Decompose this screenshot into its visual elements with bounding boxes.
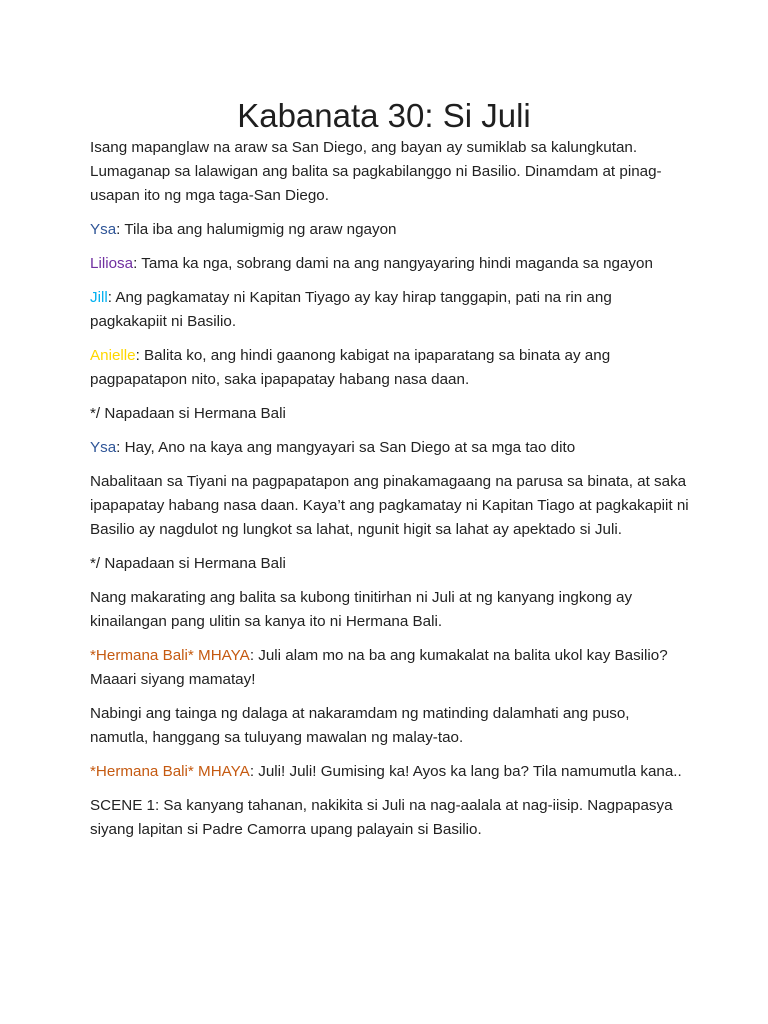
speaker-name: *Hermana Bali* MHAYA [90, 763, 250, 780]
paragraph [90, 470, 690, 542]
dialogue-line [90, 252, 690, 276]
document-body [90, 136, 690, 852]
speaker-name: *Hermana Bali* MHAYA [90, 647, 250, 664]
paragraph-text: */ Napadaan si Hermana Bali [90, 405, 286, 422]
speaker-name: Anielle [90, 347, 136, 364]
paragraph [90, 702, 690, 750]
paragraph [90, 586, 690, 634]
speaker-name: Liliosa [90, 255, 134, 272]
paragraph-text: SCENE 1: Sa kanyang tahanan, nakikita si Juli na nag-aalala at nag-iisip. Nagpapasya siyang lapitan si Padre Camorra upang palayain si Basilio. [90, 797, 673, 838]
paragraph [90, 794, 690, 842]
dialogue-text: : Hay, Ano na kaya ang mangyayari sa San Diego at sa mga tao dito [116, 439, 576, 456]
dialogue-text: : Ang pagkamatay ni Kapitan Tiyago ay kay hirap tanggapin, pati na rin ang pagkakapiit ni Basilio. [90, 289, 612, 330]
dialogue-text: : Juli! Juli! Gumising ka! Ayos ka lang ba? Tila namumutla kana.. [249, 763, 682, 780]
paragraph [90, 136, 690, 208]
stage-direction [90, 402, 690, 426]
dialogue-line [90, 436, 690, 460]
dialogue-text: : Tama ka nga, sobrang dami na ang nangyayaring hindi maganda sa ngayon [133, 255, 653, 272]
paragraph-text: Nabalitaan sa Tiyani na pagpapatapon ang pinakamagaang na parusa sa binata, at saka ipapapatay habang nasa daan. Kaya’t ang pagkamatay ni Kapitan Tiago at pagkakapiit ni Basilio ay nagdulot ng lungkot sa lahat, ngunit higit sa lahat ay apektado si Juli. [90, 473, 689, 538]
dialogue-line [90, 286, 690, 334]
speaker-name: Jill [90, 289, 108, 306]
paragraph-text: Nabingi ang tainga ng dalaga at nakaramdam ng matinding dalamhati ang puso, namutla, hanggang sa tuluyang mawalan ng malay-tao. [90, 705, 630, 746]
page-title: Kabanata 30: Si Juli [237, 97, 531, 134]
dialogue-text: : Tila iba ang halumigmig ng araw ngayon [116, 221, 397, 238]
dialogue-line [90, 344, 690, 392]
speaker-name: Ysa [90, 221, 117, 238]
dialogue-line [90, 760, 690, 784]
dialogue-line [90, 218, 690, 242]
dialogue-line [90, 644, 690, 692]
dialogue-text: : Balita ko, ang hindi gaanong kabigat na ipaparatang sa binata ay ang pagpapatapon nito, saka ipapapatay habang nasa daan. [90, 347, 611, 388]
paragraph-text: Nang makarating ang balita sa kubong tinitirhan ni Juli at ng kanyang ingkong ay kinailangan pang ulitin sa kanya ito ni Hermana Bali. [90, 589, 633, 630]
dialogue-text: : Juli alam mo na ba ang kumakalat na balita ukol kay Basilio? Maaari siyang mamatay! [90, 647, 668, 688]
paragraph-text: Isang mapanglaw na araw sa San Diego, ang bayan ay sumiklab sa kalungkutan. Lumaganap sa lalawigan ang balita sa pagkabilanggo ni Basilio. Dinamdam at pinag-usapan ito ng mga taga-San Diego. [90, 139, 662, 204]
stage-direction [90, 552, 690, 576]
paragraph-text: */ Napadaan si Hermana Bali [90, 555, 286, 572]
speaker-name: Ysa [90, 439, 117, 456]
